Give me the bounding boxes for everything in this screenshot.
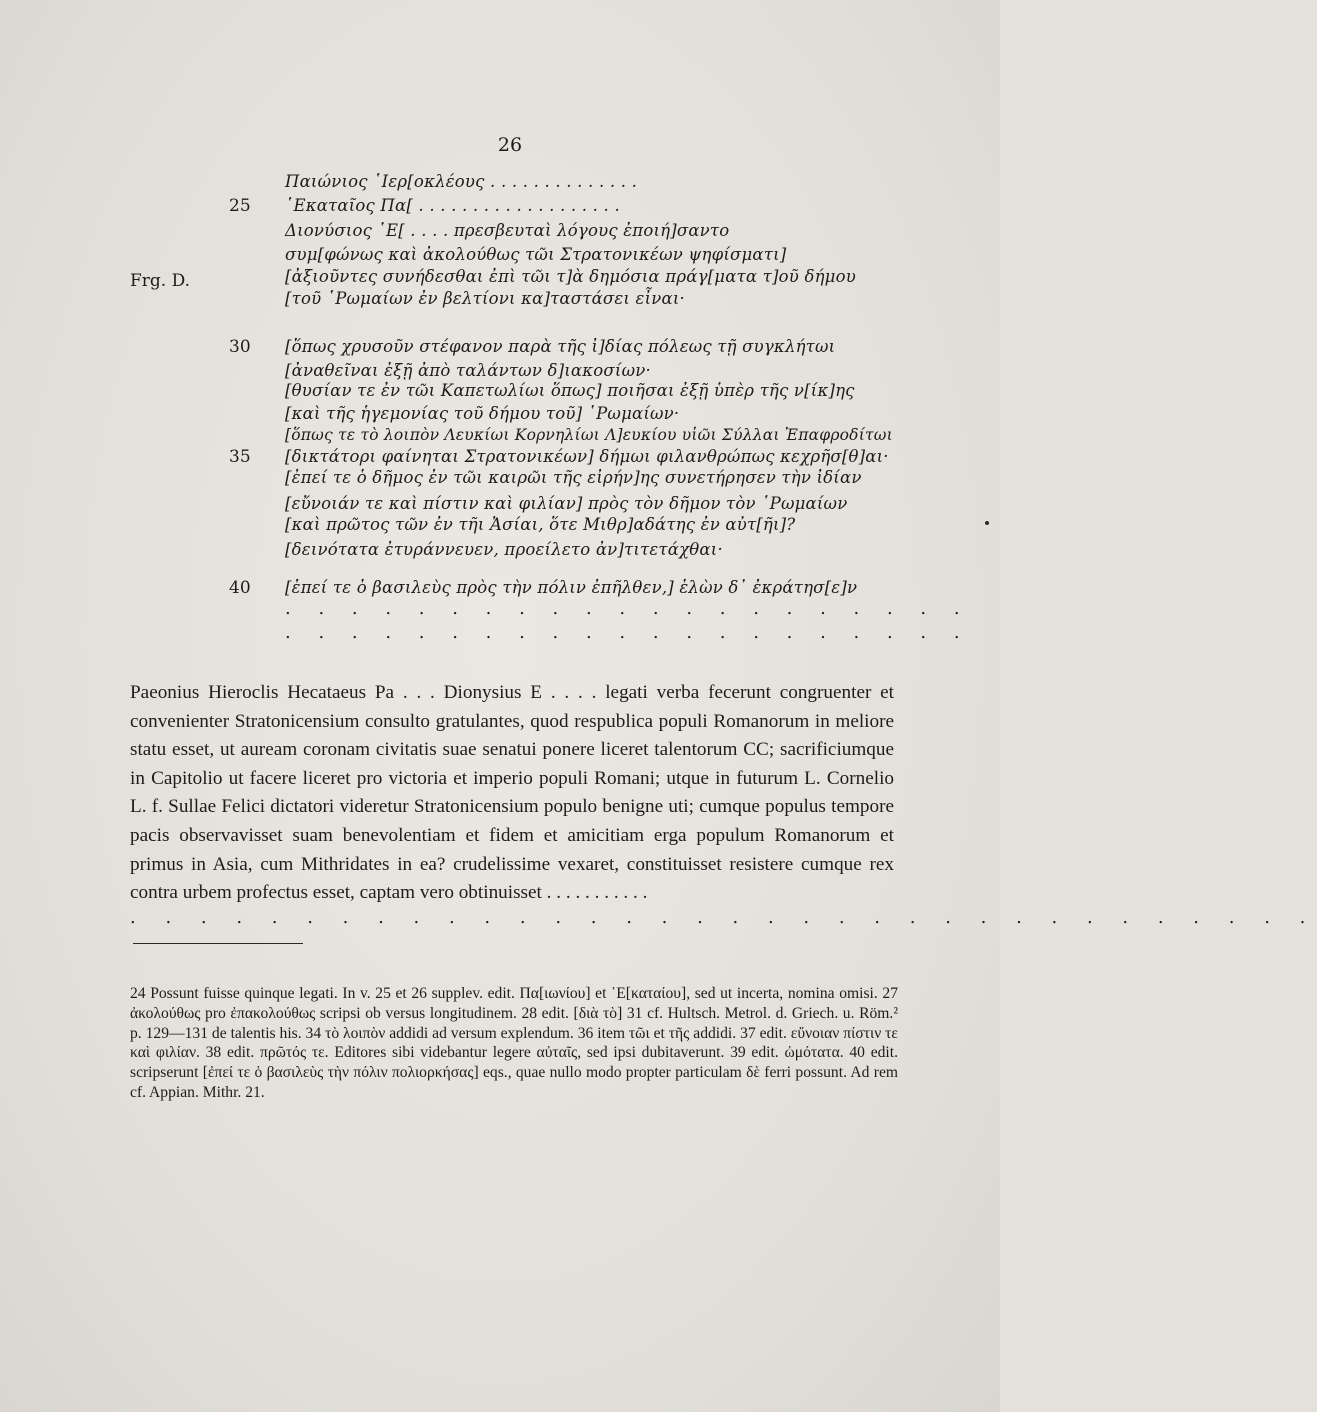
line-number: 30 <box>229 337 251 357</box>
latin-translation: Paeonius Hieroclis Hecataeus Pa . . . Dionysius E . . . . legati verba fecerunt congruenter et convenienter Stratonicensium consulto gratulantes, quod respublica populi Romanorum in meliore statu esset, ut auream coronam civitatis suae senatui ponere liceret talentorum CC; sacrificiumque in Capitolio ut facere liceret pro victoria et imperio populi Romani; utque in futurum L. Cornelio L. f. Sullae Felici dictatori videretur Stratonicensium populo benigne uti; cumque populus tempore pacis observavisset suam benevolentiam et fidem et amicitiam erga populum Romanorum et primus in Asia, cum Mithridates in ea? crudelissime vexaret, constituisset resistere cumque rex contra urbem profectus esset, captam vero obtinuisset . . . . . . . . . . . <box>130 682 894 904</box>
greek-line: [δικτάτορι φαίνηται Στρατονικέων] δήμωι φιλανθρώπως κεχρῆσ[θ]αι· <box>285 447 889 466</box>
greek-line: [ὅπως τε τὸ λοιπὸν Λευκίωι Κορνηλίωι Λ]ευκίου υἱῶι Σύλλαι Ἐπαφροδίτωι <box>285 426 893 444</box>
footnote-rule <box>133 943 303 944</box>
latin-lacuna-dots: . . . . . . . . . . . . . . . . . . . . . . . . . . . . . . . . . . <box>130 907 1317 928</box>
greek-line: [τοῦ ῾Ρωμαίων ἐν βελτίονι κα]ταστάσει εἶναι· <box>285 289 685 308</box>
greek-line: [ἀναθεῖναι ἐξῇ ἀπὸ ταλάντων δ]ιακοσίων· <box>285 361 651 380</box>
greek-line: [θυσίαν τε ἐν τῶι Καπετωλίωι ὅπως] ποιῆσαι ἐξῇ ὑπὲρ τῆς ν[ίκ]ης <box>285 381 855 400</box>
fragment-label: Frg. D. <box>130 271 191 291</box>
greek-line: Διονύσιος ῾Ε[ . . . . πρεσβευταὶ λόγους ἐποιή]σαντο <box>285 221 730 240</box>
line-number: 25 <box>229 196 251 216</box>
greek-line: Παιώνιος ῾Ιερ[οκλέους . . . . . . . . . . . . . . <box>285 172 638 191</box>
greek-line: [ἐπεί τε ὁ δῆμος ἐν τῶι καιρῶι τῆς εἰρήν]ης συνετήρησεν τὴν ἰδίαν <box>285 468 862 487</box>
greek-line: [δεινότατα ἐτυράννευεν, προείλετο ἀν]τιτετάχθαι· <box>285 540 723 559</box>
greek-line: [ὅπως χρυσοῦν στέφανον παρὰ τῆς ἰ]δίας πόλεως τῇ συγκλήτωι <box>285 337 836 356</box>
critical-notes: 24 Possunt fuisse quinque legati. In v. 25 et 26 supplev. edit. Πα[ιωνίου] et ῾Ε[καταίου], sed ut incerta, nomina omisi. 27 ἀκολούθως pro ἐπακολούθως scripsi ob versus longitudinem. 28 edit. [διὰ τὸ] 31 cf. Hultsch. Metrol. d. Griech. u. Röm.² p. 129—131 de talentis his. 34 τὸ λοιπὸν addidi ad versum explendum. 36 item τῶι et τῆς addidi. 37 edit. εὔνοιαν πίστιν τε καὶ φιλίαν. 38 edit. πρῶτός τε. Editores sibi videbantur legere αὐταῖς, sed ipsi dubitaverunt. 39 edit. ὠμότατα. 40 edit. scripserunt [ἐπεί τε ὁ βασιλεὺς τὴν πόλιν πολιορκήσας] eqs., quae nullo modo propter particulam δὲ ferri possunt. Ad rem cf. Appian. Mithr. 21. <box>130 985 898 1101</box>
greek-line: [ἐπεί τε ὁ βασιλεὺς πρὸς τὴν πόλιν ἐπῆλθεν,] ἑλὼν δ᾽ ἐκράτησ[ε]ν <box>285 578 858 597</box>
page-number: 26 <box>497 134 523 156</box>
greek-line: συμ[φώνως καὶ ἀκολούθως τῶι Στρατονικέων ψηφίσματι] <box>285 245 787 264</box>
greek-line: [εὔνοιάν τε καὶ πίστιν καὶ φιλίαν] πρὸς τὸν δῆμον τὸν ῾Ρωμαίων <box>285 494 848 513</box>
lacuna-dots: . . . . . . . . . . . . . . . . . . . . . <box>285 598 971 619</box>
lacuna-dots: . . . . . . . . . . . . . . . . . . . . . <box>285 622 971 643</box>
greek-line: [καὶ τῆς ἡγεμονίας τοῦ δήμου τοῦ] ῾Ρωμαίων· <box>285 404 680 423</box>
greek-line: [ἀξιοῦντες συνήδεσθαι ἐπὶ τῶι τ]ὰ δημόσια πράγ[ματα τ]οῦ δήμου <box>285 267 856 286</box>
line-number: 35 <box>229 447 251 467</box>
line-number: 40 <box>229 578 251 598</box>
greek-line: [καὶ πρῶτος τῶν ἐν τῆι Ἀσίαι, ὅτε Μιθρ]αδάτης ἐν αὐτ[ῆι]? <box>285 515 796 534</box>
greek-line: ῾Εκαταῖος Πα[ . . . . . . . . . . . . . . . . . . . <box>285 196 620 215</box>
paper-speck <box>985 521 989 525</box>
